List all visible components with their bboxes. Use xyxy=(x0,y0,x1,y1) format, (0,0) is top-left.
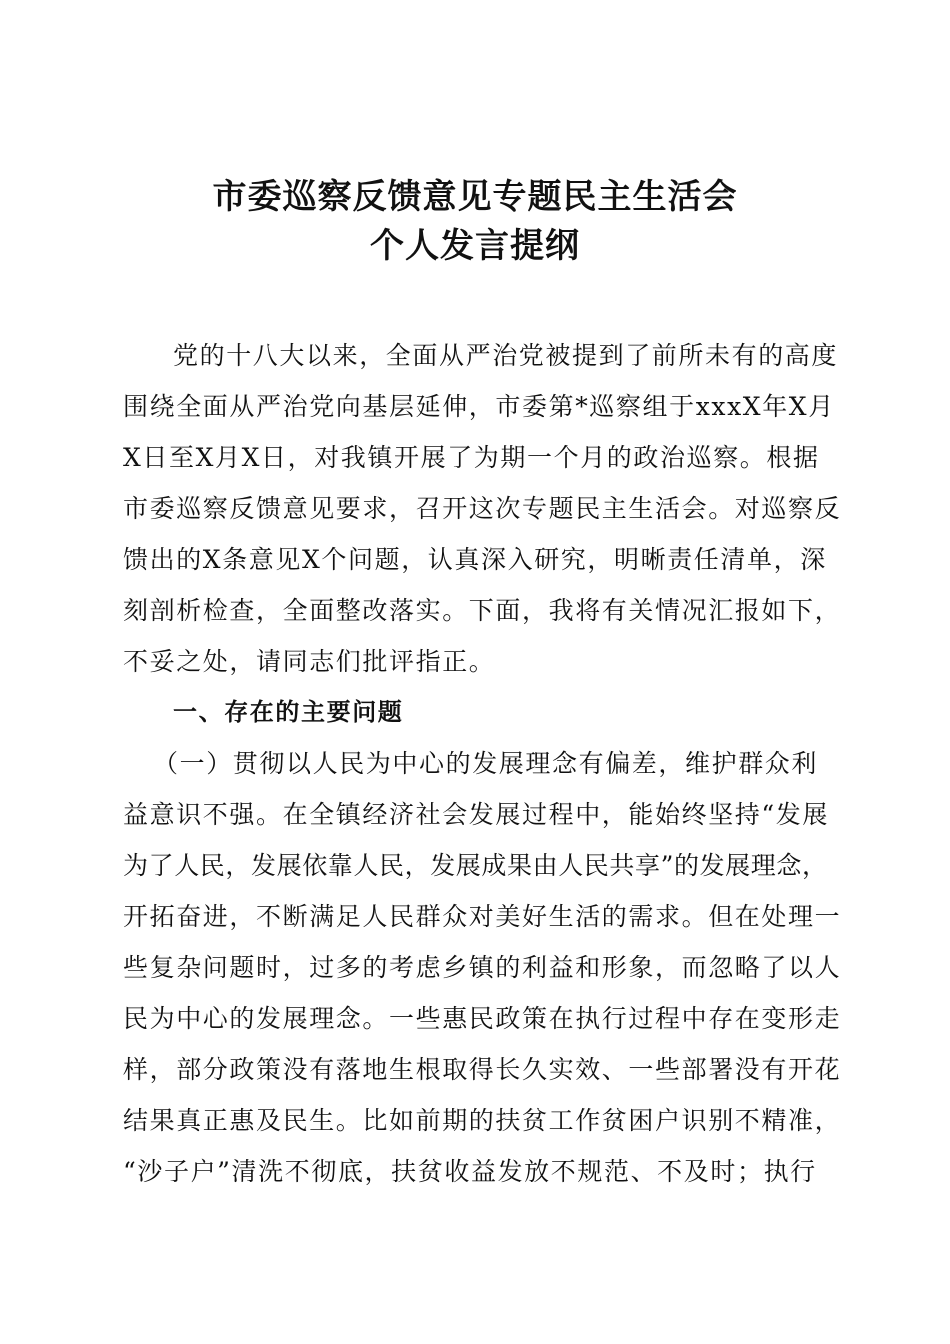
paragraph-line: 不妥之处，请同志们批评指正。 xyxy=(123,647,496,676)
document-body xyxy=(123,330,843,1197)
paragraph-line: 刻剖析检查，全面整改落实。下面，我将有关情况汇报如下， xyxy=(123,596,842,625)
paragraph-line: 益意识不强。在全镇经济社会发展过程中，能始终坚持“发展 xyxy=(123,800,829,829)
paragraph-line: 样，部分政策没有落地生根取得长久实效、一些部署没有开花 xyxy=(123,1055,842,1084)
paragraph-line: 馈出的X条意见X个问题，认真深入研究，明晰责任清单，深 xyxy=(123,545,827,574)
paragraph-line: X日至X月X日，对我镇开展了为期一个月的政治巡察。根据 xyxy=(123,443,820,472)
paragraph-line: 结果真正惠及民生。比如前期的扶贫工作贫困户识别不精准， xyxy=(123,1106,842,1135)
paragraph-line: 市委巡察反馈意见要求，召开这次专题民主生活会。对巡察反 xyxy=(123,494,842,523)
subsection-heading-line: （一）贯彻以人民为中心的发展理念有偏差，维护群众利 xyxy=(153,749,819,778)
document-title-line-2: 个人发言提纲 xyxy=(370,226,580,266)
paragraph-line: 些复杂问题时，过多的考虑乡镇的利益和形象，而忽略了以人 xyxy=(123,953,842,982)
paragraph-line: 围绕全面从严治党向基层延伸，市委第*巡察组于xxxX年X月 xyxy=(123,392,835,421)
section-heading: 一、存在的主要问题 xyxy=(173,698,404,726)
paragraph-line: 开拓奋进，不断满足人民群众对美好生活的需求。但在处理一 xyxy=(123,902,842,931)
paragraph-line: 民为中心的发展理念。一些惠民政策在执行过程中存在变形走 xyxy=(123,1004,842,1033)
paragraph-line: 为了人民，发展依靠人民，发展成果由人民共享”的发展理念， xyxy=(123,851,828,880)
paragraph-line: 党的十八大以来，全面从严治党被提到了前所未有的高度 xyxy=(173,341,839,370)
document-title-line-1: 市委巡察反馈意见专题民主生活会 xyxy=(212,177,738,217)
paragraph-line: “沙子户”清洗不彻底，扶贫收益发放不规范、不及时；执行 xyxy=(123,1157,817,1186)
